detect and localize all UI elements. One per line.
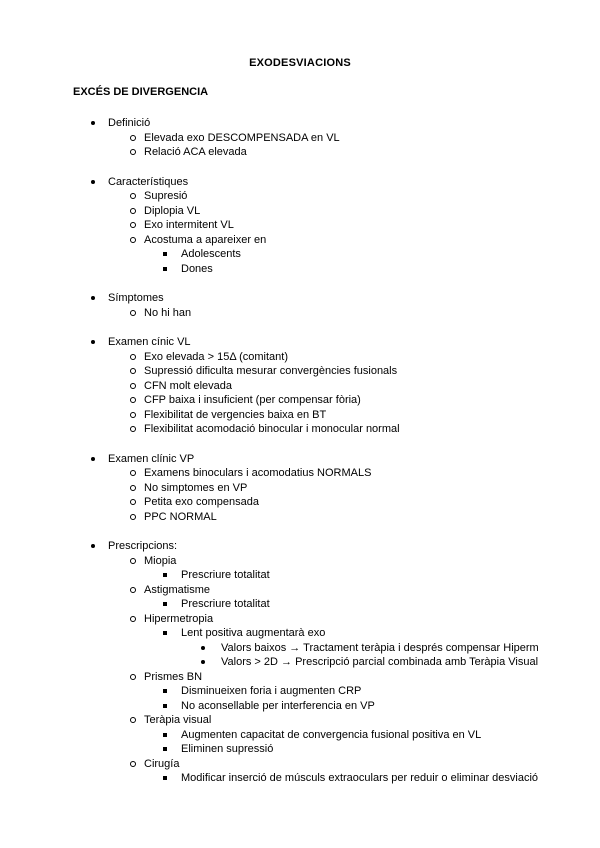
- list-level-3: [144, 684, 600, 713]
- list-item: [108, 204, 600, 219]
- list-item-text: Exo elevada > 15Δ (comitant): [144, 350, 289, 363]
- hollow-circle-bullet-icon: [130, 383, 136, 389]
- list-item-text: Prismes BN: [144, 670, 203, 683]
- list-item-text: Teràpia visual: [144, 714, 212, 726]
- list-item-text: Característiques: [108, 175, 189, 188]
- list-item: [108, 189, 600, 204]
- list-item-text: Supresió: [144, 190, 188, 202]
- filled-square-bullet-icon: [163, 747, 167, 751]
- list-item-text: Flexibilitat de vergencies baixa en BT: [144, 408, 327, 421]
- list-item: [108, 393, 600, 408]
- list-item: [108, 495, 600, 510]
- filled-circle-bullet-icon: [201, 660, 205, 664]
- list-item-text: Examen clínic VP: [108, 452, 195, 465]
- list-item-text: Definició: [108, 117, 151, 129]
- filled-square-bullet-icon: [163, 689, 167, 693]
- hollow-circle-bullet-icon: [130, 426, 136, 432]
- list-level-2: [108, 306, 600, 321]
- document-title: EXODESVIACIONS: [249, 57, 351, 69]
- list-item-text: Prescriure totalitat: [181, 598, 270, 610]
- hollow-circle-bullet-icon: [130, 514, 136, 520]
- list-item-text: Supressió dificulta mesurar convergències fusionals: [144, 365, 398, 377]
- list-item: [108, 379, 600, 394]
- hollow-circle-bullet-icon: [130, 397, 136, 403]
- list-item: [108, 481, 600, 496]
- list-item: [108, 131, 600, 146]
- list-item-text: Augmenten capacitat de convergencia fusional positiva en VL: [181, 728, 482, 741]
- filled-circle-bullet-icon: [91, 544, 95, 548]
- list-item: [181, 641, 600, 656]
- list-item-text: Prescriure totalitat: [181, 569, 270, 581]
- hollow-circle-bullet-icon: [130, 222, 136, 228]
- list-item: [108, 364, 600, 379]
- list-item-text: Petita exo compensada: [144, 496, 259, 508]
- list-item: [0, 452, 600, 525]
- list-item-text: CFN molt elevada: [144, 379, 233, 392]
- list-item: [0, 335, 600, 437]
- list-level-3: [144, 597, 600, 612]
- list-item: [108, 612, 600, 670]
- filled-square-bullet-icon: [163, 602, 167, 606]
- list-item: [108, 757, 600, 786]
- section-heading: EXCÉS DE DIVERGENCIA: [73, 86, 209, 98]
- list-item-text: Diplopia VL: [144, 204, 201, 217]
- list-item: [108, 306, 600, 321]
- hollow-circle-bullet-icon: [130, 193, 136, 199]
- list-item-text: Relació ACA elevada: [144, 146, 247, 158]
- list-item-text: Acostuma a apareixer en: [144, 233, 267, 246]
- list-level-3: [144, 771, 600, 786]
- hollow-circle-bullet-icon: [130, 485, 136, 491]
- list-level-1: [0, 116, 600, 786]
- list-item-text: No hi han: [144, 306, 192, 319]
- list-item-text: No aconsellable per interferencia en VP: [181, 699, 375, 712]
- list-item: [0, 291, 600, 320]
- hollow-circle-bullet-icon: [130, 558, 136, 564]
- list-item: [144, 568, 600, 583]
- list-item: [144, 742, 600, 757]
- list-level-3: [144, 247, 600, 276]
- hollow-circle-bullet-icon: [130, 616, 136, 622]
- list-item-text: Exo intermitent VL: [144, 219, 234, 231]
- list-item-text: Hipermetropia: [144, 612, 214, 625]
- list-level-2: [108, 554, 600, 786]
- list-item: [144, 699, 600, 714]
- hollow-circle-bullet-icon: [130, 674, 136, 680]
- filled-square-bullet-icon: [163, 733, 167, 737]
- list-item: [108, 145, 600, 160]
- hollow-circle-bullet-icon: [130, 368, 136, 374]
- hollow-circle-bullet-icon: [130, 237, 136, 243]
- list-item-text: No simptomes en VP: [144, 481, 248, 494]
- list-item: [0, 175, 600, 277]
- list-item-text: Símptomes: [108, 292, 164, 304]
- filled-circle-bullet-icon: [91, 340, 95, 344]
- list-level-2: [108, 466, 600, 524]
- filled-circle-bullet-icon: [201, 646, 205, 650]
- list-item: [144, 262, 600, 277]
- list-item: [144, 728, 600, 743]
- list-item: [108, 466, 600, 481]
- hollow-circle-bullet-icon: [130, 499, 136, 505]
- list-item-text: Disminueixen foria i augmenten CRP: [181, 685, 362, 697]
- hollow-circle-bullet-icon: [130, 135, 136, 141]
- list-item: [108, 218, 600, 233]
- filled-circle-bullet-icon: [91, 457, 95, 461]
- list-item: [108, 713, 600, 757]
- filled-circle-bullet-icon: [91, 180, 95, 184]
- list-item: [108, 583, 600, 612]
- list-item: [144, 597, 600, 612]
- hollow-circle-bullet-icon: [130, 149, 136, 155]
- filled-square-bullet-icon: [163, 704, 167, 708]
- list-level-3: [144, 728, 600, 757]
- hollow-circle-bullet-icon: [130, 717, 136, 723]
- hollow-circle-bullet-icon: [130, 587, 136, 593]
- list-level-4: [181, 641, 600, 670]
- list-item-text: Flexibilitat acomodació binocular i monocular normal: [144, 423, 400, 435]
- hollow-circle-bullet-icon: [130, 354, 136, 360]
- list-item: [144, 771, 600, 786]
- list-item-text: Cirugía: [144, 757, 180, 770]
- list-item-text: Astigmatisme: [144, 583, 211, 596]
- list-level-2: [108, 350, 600, 437]
- outline-list: [0, 116, 600, 786]
- list-item: [108, 510, 600, 525]
- list-item: [0, 539, 600, 786]
- list-item: [108, 233, 600, 277]
- list-item: [181, 655, 600, 670]
- filled-square-bullet-icon: [163, 776, 167, 780]
- hollow-circle-bullet-icon: [130, 470, 136, 476]
- list-item-text: Examens binoculars i acomodatius NORMALS: [144, 467, 372, 479]
- list-item-text: CFP baixa i insuficient (per compensar fòria): [144, 394, 361, 406]
- list-item: [108, 350, 600, 365]
- list-item: [144, 684, 600, 699]
- list-item-text: Modificar inserció de músculs extraoculars per reduir o eliminar desviació: [181, 772, 539, 784]
- list-item: [144, 626, 600, 670]
- hollow-circle-bullet-icon: [130, 208, 136, 214]
- filled-square-bullet-icon: [163, 631, 167, 635]
- list-item-text: Eliminen supressió: [181, 743, 274, 755]
- list-item: [108, 670, 600, 714]
- list-item-text: Valors baixos → Tractament teràpia i després compensar Hiperm: [221, 641, 539, 654]
- filled-square-bullet-icon: [163, 267, 167, 271]
- filled-square-bullet-icon: [163, 573, 167, 577]
- list-item: [108, 408, 600, 423]
- list-item: [0, 116, 600, 160]
- list-item: [108, 422, 600, 437]
- list-item-text: PPC NORMAL: [144, 510, 217, 523]
- filled-square-bullet-icon: [163, 252, 167, 256]
- hollow-circle-bullet-icon: [130, 761, 136, 767]
- hollow-circle-bullet-icon: [130, 412, 136, 418]
- list-item-text: Adolescents: [181, 248, 241, 260]
- list-item-text: Valors > 2D → Prescripció parcial combinada amb Teràpia Visual: [221, 656, 539, 668]
- list-item-text: Elevada exo DESCOMPENSADA en VL: [144, 131, 340, 144]
- list-item: [144, 247, 600, 262]
- list-level-2: [108, 189, 600, 276]
- list-item-text: Miopia: [144, 554, 177, 567]
- list-item-text: Lent positiva augmentarà exo: [181, 627, 326, 639]
- list-level-3: [144, 568, 600, 583]
- filled-circle-bullet-icon: [91, 121, 95, 125]
- filled-circle-bullet-icon: [91, 296, 95, 300]
- list-item-text: Dones: [181, 262, 213, 275]
- list-item-text: Prescripcions:: [108, 540, 178, 552]
- list-level-3: [144, 626, 600, 670]
- list-item: [108, 554, 600, 583]
- hollow-circle-bullet-icon: [130, 310, 136, 316]
- list-level-2: [108, 131, 600, 160]
- list-item-text: Examen cínic VL: [108, 336, 191, 348]
